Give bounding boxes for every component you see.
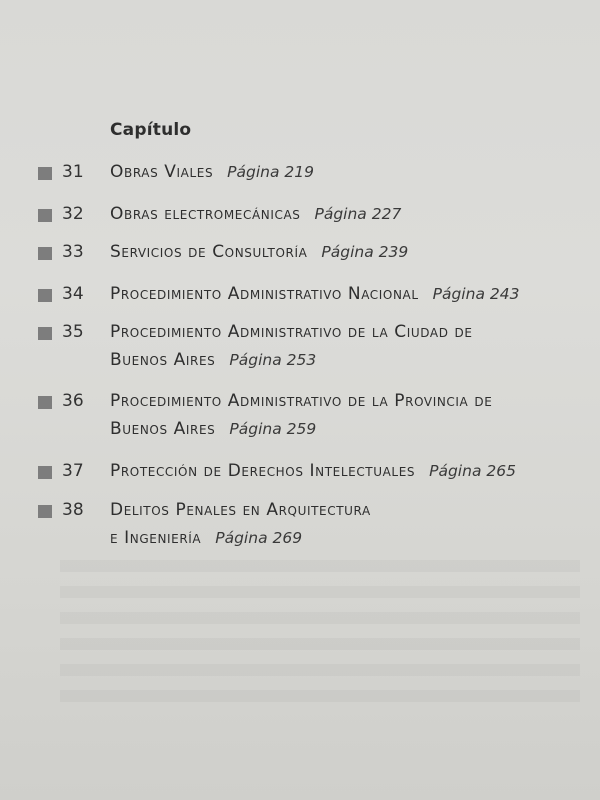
chapter-title: Delitos Penales en Arquitectura [110,500,371,520]
bullet-square-icon [38,247,52,260]
chapter-page-ref: Página 259 [229,420,317,438]
chapter-number: 37 [62,461,84,481]
chapter-title: Procedimiento Administrativo Nacional [110,284,419,304]
chapter-number: 31 [62,162,84,182]
chapter-page-ref: Página 219 [227,163,314,181]
chapter-title-line [110,528,302,548]
chapter-page-ref: Página 269 [215,529,303,547]
chapter-title-line [110,204,401,224]
chapter-page-ref: Página 265 [429,462,516,480]
bullet-square-icon [38,209,52,222]
chapter-number: 38 [62,500,84,520]
chapter-title-line [110,284,519,304]
chapter-number: 35 [62,322,84,342]
chapter-page-ref: Página 239 [321,243,409,261]
chapter-number: 32 [62,204,84,224]
chapter-number: 36 [62,391,84,411]
chapter-title-line [110,391,492,411]
chapter-page-ref: Página 243 [432,285,520,303]
chapter-page-ref: Página 253 [229,351,317,369]
chapter-title: Procedimiento Administrativo de la Ciudad de [110,322,473,342]
chapter-title-line [110,419,316,439]
chapter-title-continuation: Buenos Aires [110,419,216,439]
bullet-square-icon [38,327,52,340]
chapter-title-continuation: Buenos Aires [110,350,216,370]
bullet-square-icon [38,396,52,409]
chapter-title-continuation: e Ingeniería [110,528,202,548]
bullet-square-icon [38,466,52,479]
chapter-title-line [110,350,316,370]
chapter-heading: Capítulo [110,120,192,140]
bleed-through-texture [60,560,580,710]
chapter-title-line [110,162,314,182]
chapter-title: Procedimiento Administrativo de la Provincia de [110,391,493,411]
chapter-page-ref: Página 227 [314,205,402,223]
chapter-title: Obras Viales [110,162,214,182]
chapter-title-line [110,322,473,342]
chapter-title: Obras electromecánicas [110,204,301,224]
chapter-title-line [110,500,371,520]
chapter-title-line [110,461,516,481]
chapter-title: Servicios de Consultoría [110,242,308,262]
bullet-square-icon [38,505,52,518]
chapter-title-line [110,242,408,262]
chapter-number: 34 [62,284,84,304]
bullet-square-icon [38,167,52,180]
chapter-title: Protección de Derechos Intelectuales [110,461,416,481]
chapter-number: 33 [62,242,84,262]
bullet-square-icon [38,289,52,302]
